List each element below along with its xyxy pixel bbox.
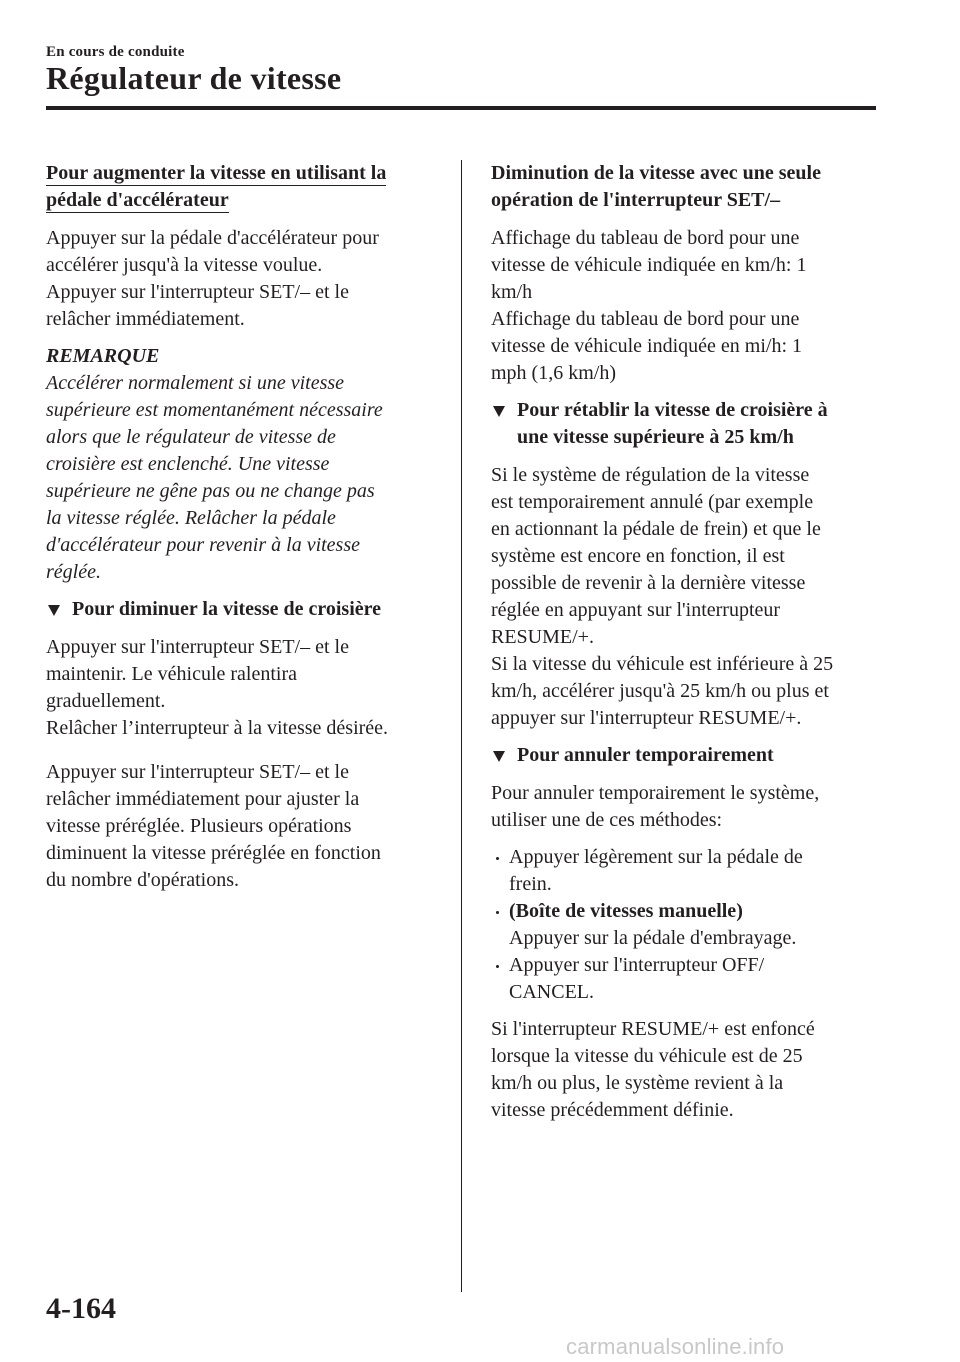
- column-divider: [461, 160, 462, 1292]
- heading-resume-speed: Pour rétablir la vitesse de croisière à une vitesse supérieure à 25 km/h: [491, 397, 881, 451]
- paragraph-decrease-preset: Appuyer sur l'interrupteur SET/– et le relâcher immédiatement pour ajuster la vitesse préréglée. Plusieurs opérations diminuent la vitesse préréglée en fonction du nombre d'opérations.: [46, 761, 381, 891]
- note-label: REMARQUE: [46, 345, 160, 367]
- paragraph-display-step: Affichage du tableau de bord pour une vitesse de véhicule indiquée en km/h: 1 km/h Affichage du tableau de bord pour une vitesse de véhicule indiquée en mi/h: 1 mph (1,6 km/h): [491, 227, 807, 384]
- heading-decrease-speed: Pour diminuer la vitesse de croisière: [46, 596, 434, 623]
- paragraph-cancel: Pour annuler temporairement le système, utiliser une de ces méthodes:: [491, 782, 820, 831]
- heading-cancel-temporarily: Pour annuler temporairement: [491, 742, 881, 769]
- bullet-dot-icon: [496, 965, 499, 968]
- paragraph-resume: Si le système de régulation de la vitesse est temporairement annulé (par exemple en actionnant la pédale de frein) et que le système est encore en fonction, il est possible de revenir à la dernière vitesse réglée en appuyant sur l'interrupteur RESUME/+. Si la vitesse du véhicule est inférieure à 25 km/h, accélérer jusqu'à 25 km/h ou plus et appuyer sur l'interrupteur RESUME/+.: [491, 464, 834, 729]
- triangle-bullet-icon: [48, 605, 60, 616]
- triangle-bullet-icon: [493, 751, 505, 762]
- page-title: Régulateur de vitesse: [46, 60, 342, 96]
- paragraph-increase: Appuyer sur la pédale d'accélérateur pour accélérer jusqu'à la vitesse voulue. Appuyer sur l'interrupteur SET/– et le relâcher immédiatement.: [46, 227, 379, 330]
- heading-single-operation: Diminution de la vitesse avec une seule opération de l'interrupteur SET/–: [491, 162, 821, 211]
- left-column: [46, 160, 434, 894]
- heading-increase-speed: Pour augmenter la vitesse en utilisant la pédale d'accélérateur: [46, 162, 387, 211]
- list-item: Appuyer sur l'interrupteur OFF/ CANCEL.: [491, 952, 881, 1006]
- right-column: [491, 160, 881, 1124]
- page-number: 4-164: [46, 1292, 116, 1325]
- watermark: carmanualsonline.info: [566, 1334, 785, 1359]
- paragraph-decrease: Appuyer sur l'interrupteur SET/– et le maintenir. Le véhicule ralentira graduellement. Relâcher l’interrupteur à la vitesse désirée.: [46, 636, 389, 739]
- list-item: (Boîte de vitesses manuelle) Appuyer sur la pédale d'embrayage.: [491, 898, 881, 952]
- bullet-dot-icon: [496, 911, 499, 914]
- section-label: En cours de conduite: [46, 44, 185, 60]
- bullet-dot-icon: [496, 857, 499, 860]
- paragraph-resume-pressed: Si l'interrupteur RESUME/+ est enfoncé lorsque la vitesse du véhicule est de 25 km/h ou plus, le système revient à la vitesse précédemment définie.: [491, 1018, 815, 1121]
- header-rule: [46, 106, 876, 110]
- cancel-methods-list: [491, 844, 881, 1006]
- note-text: Accélérer normalement si une vitesse supérieure est momentanément nécessaire alors que le régulateur de vitesse de croisière est enclenché. Une vitesse supérieure ne gêne pas ou ne change pas la vitesse réglée. Relâcher la pédale d'accélérateur pour revenir à la vitesse réglée.: [46, 372, 383, 583]
- list-item: Appuyer légèrement sur la pédale de frein.: [491, 844, 881, 898]
- triangle-bullet-icon: [493, 406, 505, 417]
